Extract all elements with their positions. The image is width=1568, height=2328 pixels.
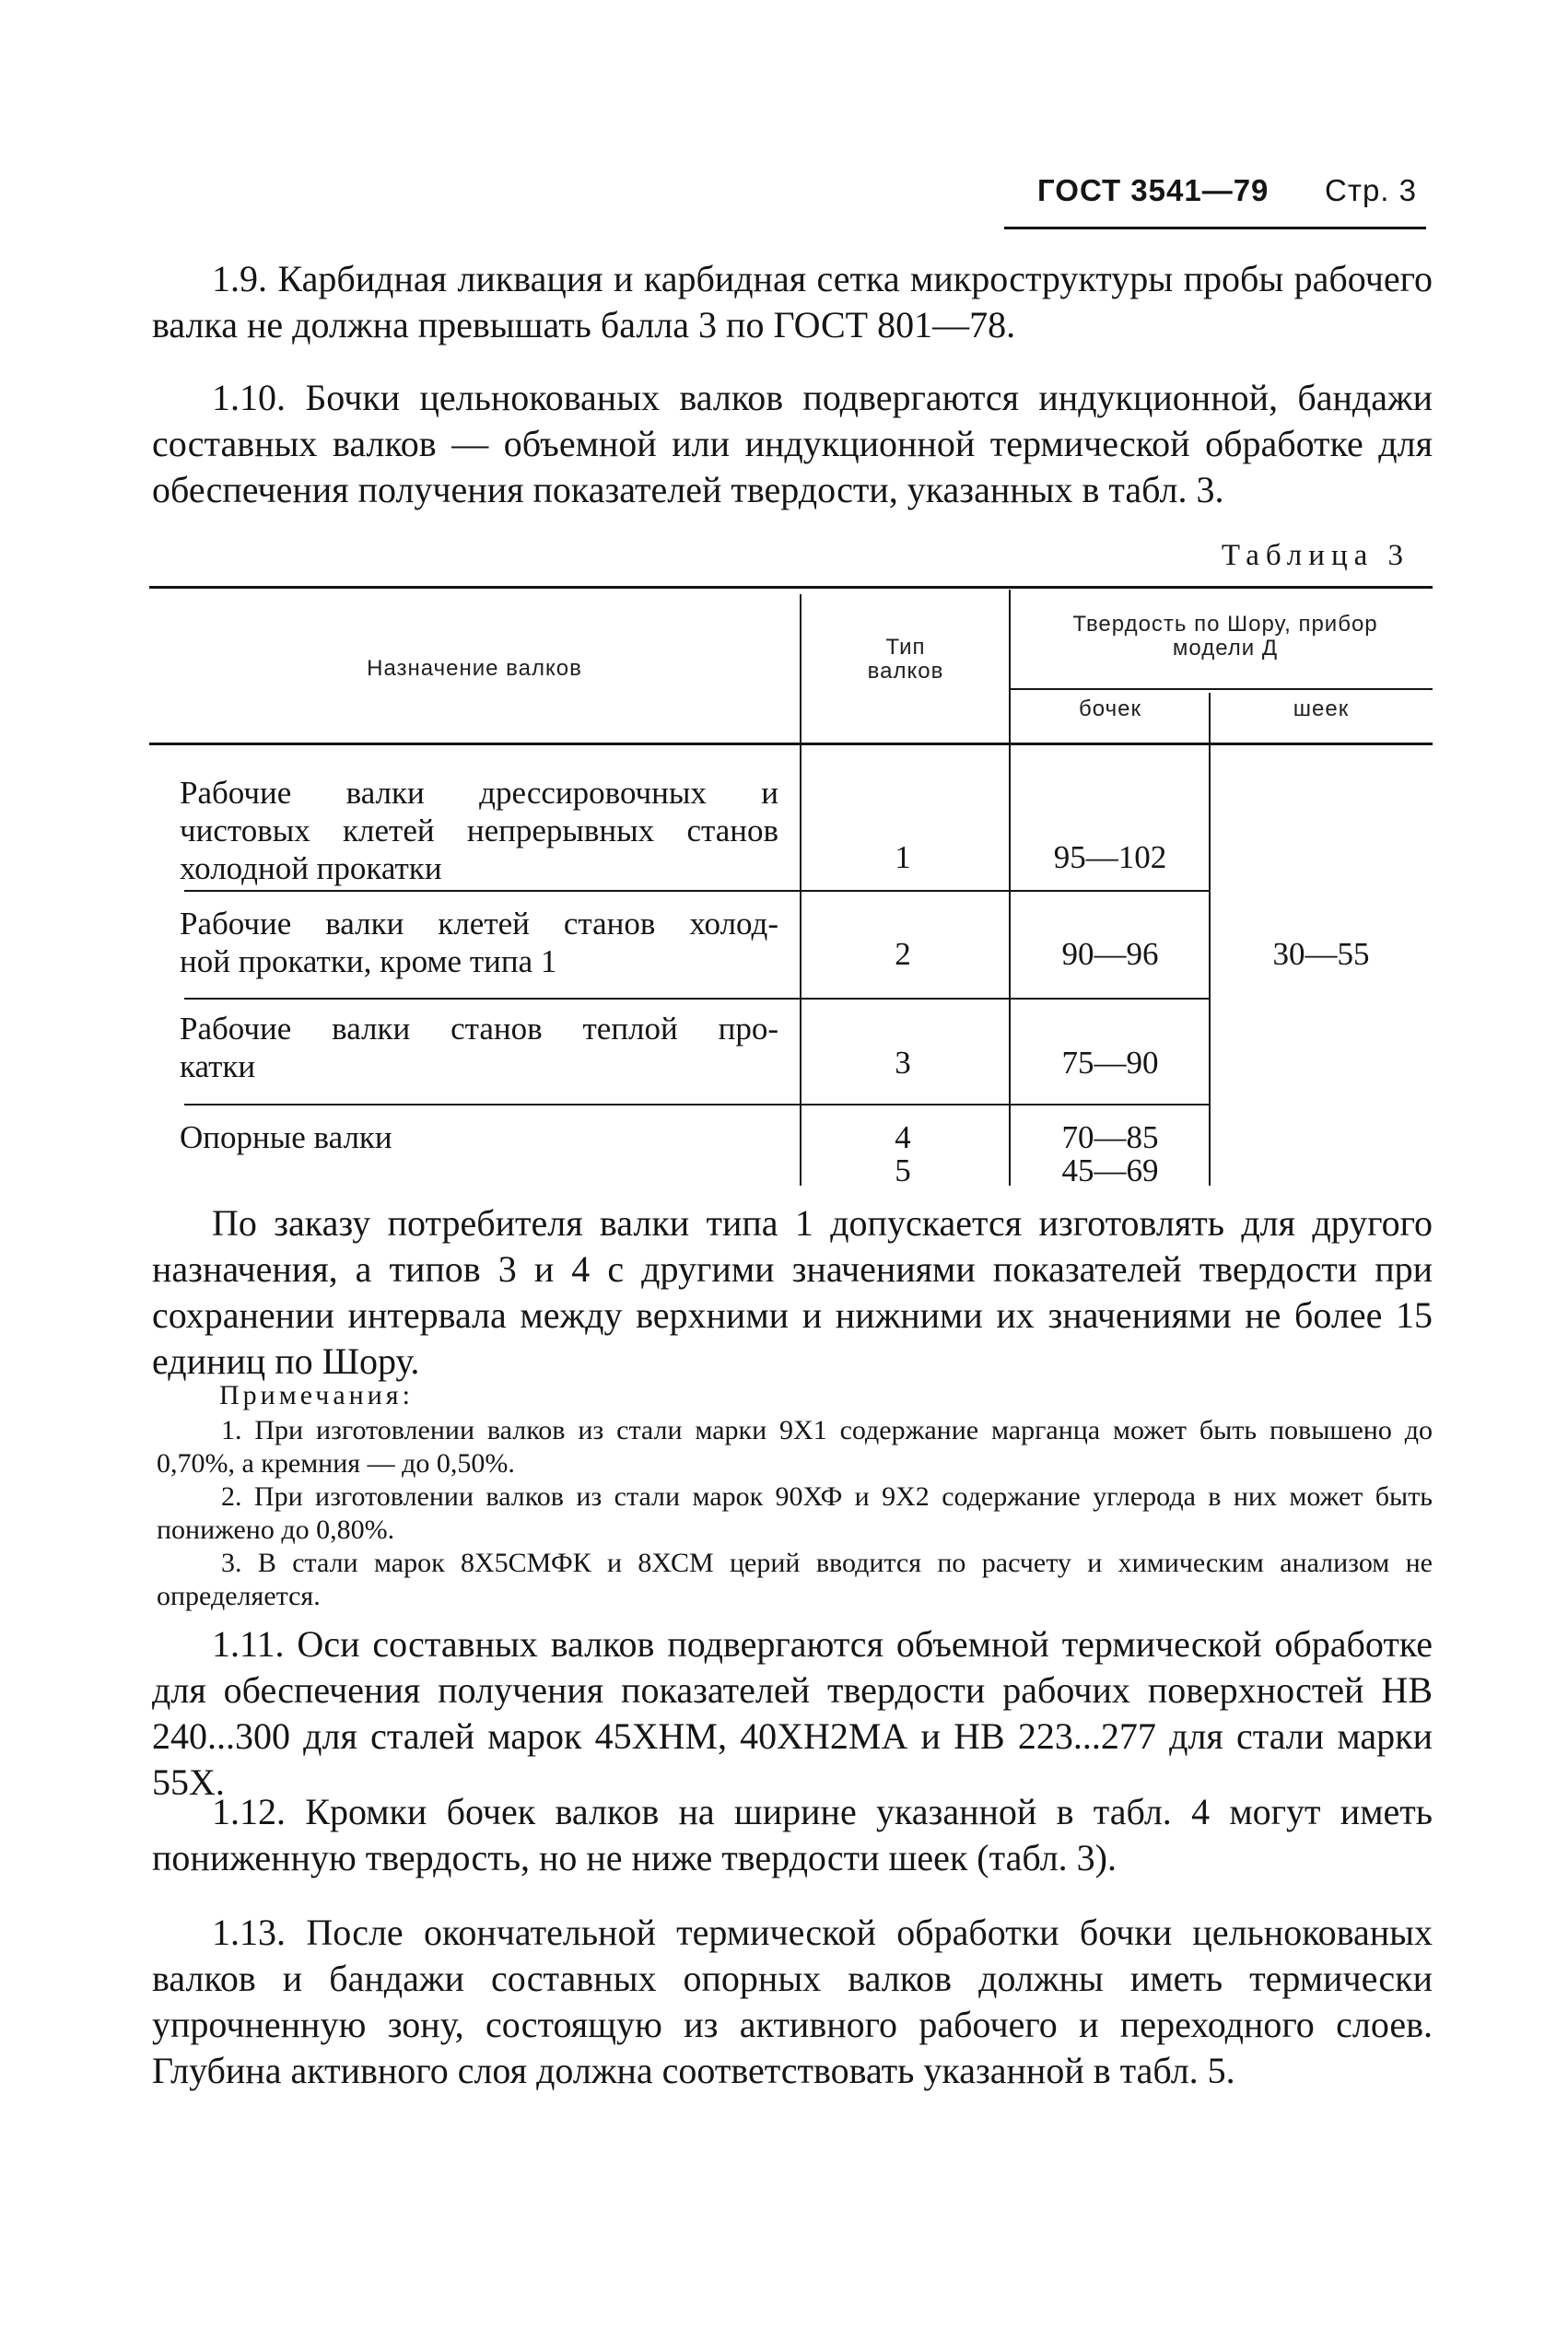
table-top-rule (149, 586, 1433, 589)
purpose-line: Рабочие валки дрессировочных и (180, 775, 778, 811)
paragraph-after-table: По заказу потребителя валки типа 1 допускается изготовлять для другого назначения, а типов 3 и 4 с другими значениями показателей твердости при сохранении интервала между верхними и нижними их значениями не более 15 единиц по Шору. (152, 1202, 1433, 1382)
clause-1-11: 1.11. Оси составных валков подвергаются объемной термической обработке для обеспечения получения показателей твердости рабочих поверхностей HB 240...300 для сталей марок 45ХНМ, 40ХН2МА и HB 223...277 для стали марки 55Х. (152, 1623, 1433, 1803)
table-col-rule (1209, 693, 1211, 1186)
row-barrel-hardness: 70—85 (1061, 1119, 1159, 1155)
row-type: 3 (895, 1045, 911, 1081)
purpose-line: Опорные валки (180, 1119, 392, 1155)
running-header (1004, 171, 1426, 229)
row-type: 4 (895, 1119, 911, 1155)
note-3: 3. В стали марок 8Х5СМФК и 8ХСМ церий вводится по расчету и химическим анализом не определяется. (157, 1548, 1433, 1611)
clause-1-10: 1.10. Бочки цельнокованых валков подвергаются индукционной, бандажи составных валков — объемной или индукционной термической обработке для обеспечения получения показателей твердости, указанных в табл. 3. (152, 377, 1433, 510)
row-type: 2 (895, 936, 911, 972)
row-type: 5 (895, 1152, 911, 1188)
header-purpose: Назначение валков (367, 656, 582, 681)
clause-1-9: 1.9. Карбидная ликвация и карбидная сетка микроструктуры пробы рабочего валка не должна превышать балла 3 по ГОСТ 801—78. (152, 258, 1433, 345)
purpose-line: ной прокатки, кроме типа 1 (180, 943, 557, 979)
table-col-rule (1009, 590, 1011, 1186)
purpose-line: чистовых клетей непрерывных станов (180, 813, 778, 848)
purpose-line: холодной прокатки (180, 850, 442, 886)
row-barrel-hardness: 90—96 (1061, 936, 1159, 972)
note-2: 2. При изготовлении валков из стали марок 90ХФ и 9Х2 содержание углерода в них может быть понижено до 0,80%. (157, 1481, 1433, 1545)
purpose-line: Рабочие валки станов теплой про- (180, 1011, 778, 1047)
table-caption: Таблица 3 (1221, 539, 1410, 572)
page-number: Стр. 3 (1325, 173, 1417, 207)
standard-number: ГОСТ 3541—79 (1037, 173, 1270, 207)
table-subheader-rule (1009, 688, 1433, 690)
header-hardness: Твердость по Шору, прибор модели Д (1072, 612, 1378, 661)
clause-1-13: 1.13. После окончательной термической обработки бочки цельнокованых валков и бандажи составных опорных валков должны иметь термически упрочненную зону, состоящую из активного рабочего и переходного слоев. Глубина активного слоя должна соответствовать указанной в табл. 5. (152, 1912, 1433, 2091)
table-col-rule (800, 594, 802, 1186)
notes-title: Примечания: (219, 1380, 414, 1410)
header-barrel: бочек (1079, 696, 1141, 721)
row-type: 1 (895, 839, 911, 875)
row-barrel-hardness: 45—69 (1061, 1152, 1159, 1188)
header-type: Тип валков (867, 635, 944, 684)
purpose-line: катки (180, 1048, 256, 1084)
table-header-rule (149, 743, 1433, 745)
note-1: 1. При изготовлении валков из стали марки 9Х1 содержание марганца может быть повышено до 0,70%, а кремния — до 0,50%. (157, 1415, 1433, 1479)
header-neck: шеек (1293, 696, 1350, 721)
row-purpose (180, 774, 778, 887)
row-purpose (180, 905, 778, 980)
neck-hardness: 30—55 (1272, 936, 1370, 972)
row-purpose (180, 1010, 778, 1085)
table-row-rule (184, 1104, 1209, 1106)
clause-1-12: 1.12. Кромки бочек валков на ширине указанной в табл. 4 могут иметь пониженную твердость, но не ниже твердости шеек (табл. 3). (152, 1791, 1433, 1878)
row-barrel-hardness: 75—90 (1061, 1045, 1159, 1081)
table-row-rule (184, 890, 1209, 892)
row-purpose (180, 1118, 778, 1156)
row-barrel-hardness: 95—102 (1053, 839, 1167, 875)
table-row-rule (184, 998, 1209, 1000)
purpose-line: Рабочие валки клетей станов холод- (180, 906, 778, 942)
